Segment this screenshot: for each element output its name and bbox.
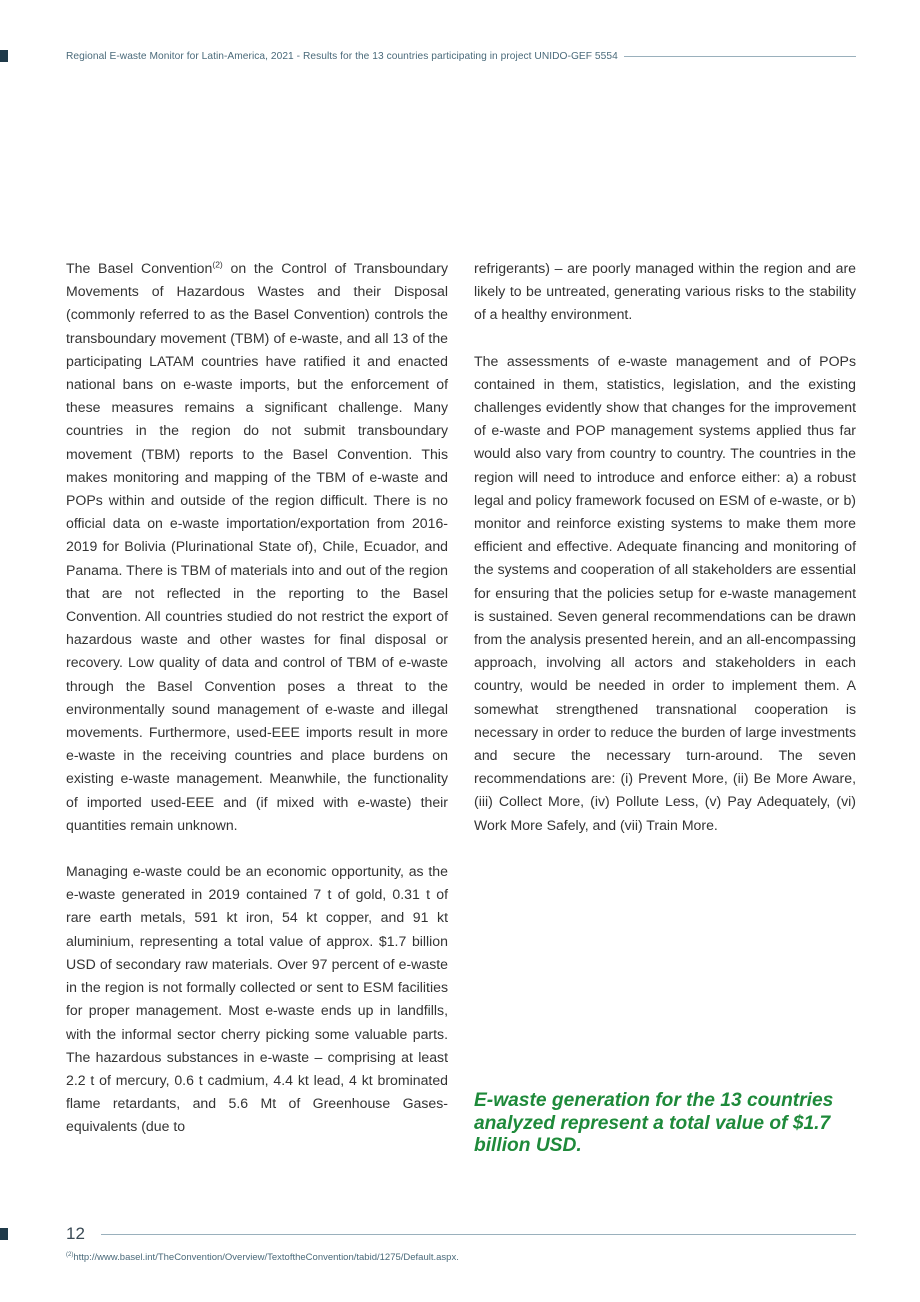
page-number: 12 [66, 1224, 85, 1243]
page-footer [66, 1224, 856, 1244]
right-paragraph-2: The assessments of e-waste management and of POPs contained in them, statistics, legislation, and the existing challenges evidently show that changes for the improvement of e-waste and POP management systems applied thus far would also vary from country to country. The countries in the region will need to introduce and enforce either: a) a robust legal and policy framework focused on ESM of e-waste, or b) monitor and reinforce existing systems to make them more efficient and effective. Adequate financing and monitoring of the systems and cooperation of all stakeholders are essential for ensuring that the policies setup for e-waste management is sustained. Seven general recommendations can be drawn from the analysis presented herein, and an all-encompassing approach, involving all actors and stakeholders in each country, would be needed in order to implement them. A somewhat strengthened transnational cooperation is necessary in order to reduce the burden of large investments and secure the necessary turn-around. The seven recommendations are: (i) Prevent More, (ii) Be More Aware, (iii) Collect More, (iv) Pollute Less, (v) Pay Adequately, (vi) Work More Safely, and (vii) Train More. [474, 352, 856, 833]
left-paragraph-2: Managing e-waste could be an economic opportunity, as the e-waste generated in 2019 contained 7 t of gold, 0.31 t of rare earth metals, 591 kt iron, 54 kt copper, and 91 kt aluminium, representing a total value of approx. $1.7 billion USD of secondary raw materials. Over 97 percent of e-waste in the region is not formally collected or sent to ESM facilities for proper management. Most e-waste ends up in landfills, with the informal sector cherry picking some valuable parts. The hazardous substances in e-waste – comprising at least 2.2 t of mercury, 0.6 t cadmium, 4.4 kt lead, 4 kt brominated flame retardants, and 5.6 Mt of Greenhouse Gases-equivalents (due to [66, 863, 448, 1135]
footer-rule [101, 1234, 856, 1235]
header-rule [624, 56, 856, 57]
bottom-corner-mark [0, 1228, 8, 1240]
footnote [66, 1252, 459, 1263]
pull-quote: E-waste generation for the 13 countries analyzed represent a total value of $1.7 billion USD. [474, 1090, 834, 1156]
footnote-period: . [456, 1252, 459, 1264]
running-title: Regional E-waste Monitor for Latin-America, 2021 - Results for the 13 countries participating in project UNIDO-GEF 5554 [66, 50, 618, 62]
left-column [66, 257, 448, 1162]
footnote-marker: (2) [66, 1252, 74, 1258]
left-paragraph-1 [66, 257, 448, 837]
basel-body-text: on the Control of Transboundary Movements of Hazardous Wastes and their Disposal (commonly referred to as the Basel Convention) controls the transboundary movement (TBM) of e-waste, and all 13 of the participating LATAM countries have ratified it and enacted national bans on e-waste imports, but the enforcement of these measures remains a significant challenge. Many countries in the region do not submit transboundary movement (TBM) reports to the Basel Convention. This makes monitoring and mapping of the TBM of e-waste and POPs within and outside of the region difficult. There is no official data on e-waste importation/exportation from 2016-2019 for Bolivia (Plurinational State of), Chile, Ecuador, and Panama. There is TBM of materials into and out of the region that are not reflected in the reporting to the Basel Convention. All countries studied do not restrict the export of hazardous waste and other wastes for final disposal or recovery. Low quality of data and control of TBM of e-waste through the Basel Convention poses a threat to the environmentally sound management of e-waste and illegal movements. Furthermore, used-EEE imports result in more e-waste in the receiving countries and place burdens on existing e-waste management. Meanwhile, the functionality of imported used-EEE and (if mixed with e-waste) their quantities remain unknown. [66, 260, 448, 833]
right-column [474, 257, 856, 860]
top-corner-mark [0, 50, 8, 62]
running-header [66, 48, 856, 64]
footnote-link[interactable]: http://www.basel.int/TheConvention/Overview/TextoftheConvention/tabid/1275/Default.aspx [73, 1252, 457, 1264]
basel-intro-text: The Basel Convention [66, 260, 213, 276]
footnote-reference[interactable]: (2) [212, 259, 223, 270]
right-paragraph-1: refrigerants) – are poorly managed within the region and are likely to be untreated, generating various risks to the stability of a healthy environment. [474, 260, 856, 323]
